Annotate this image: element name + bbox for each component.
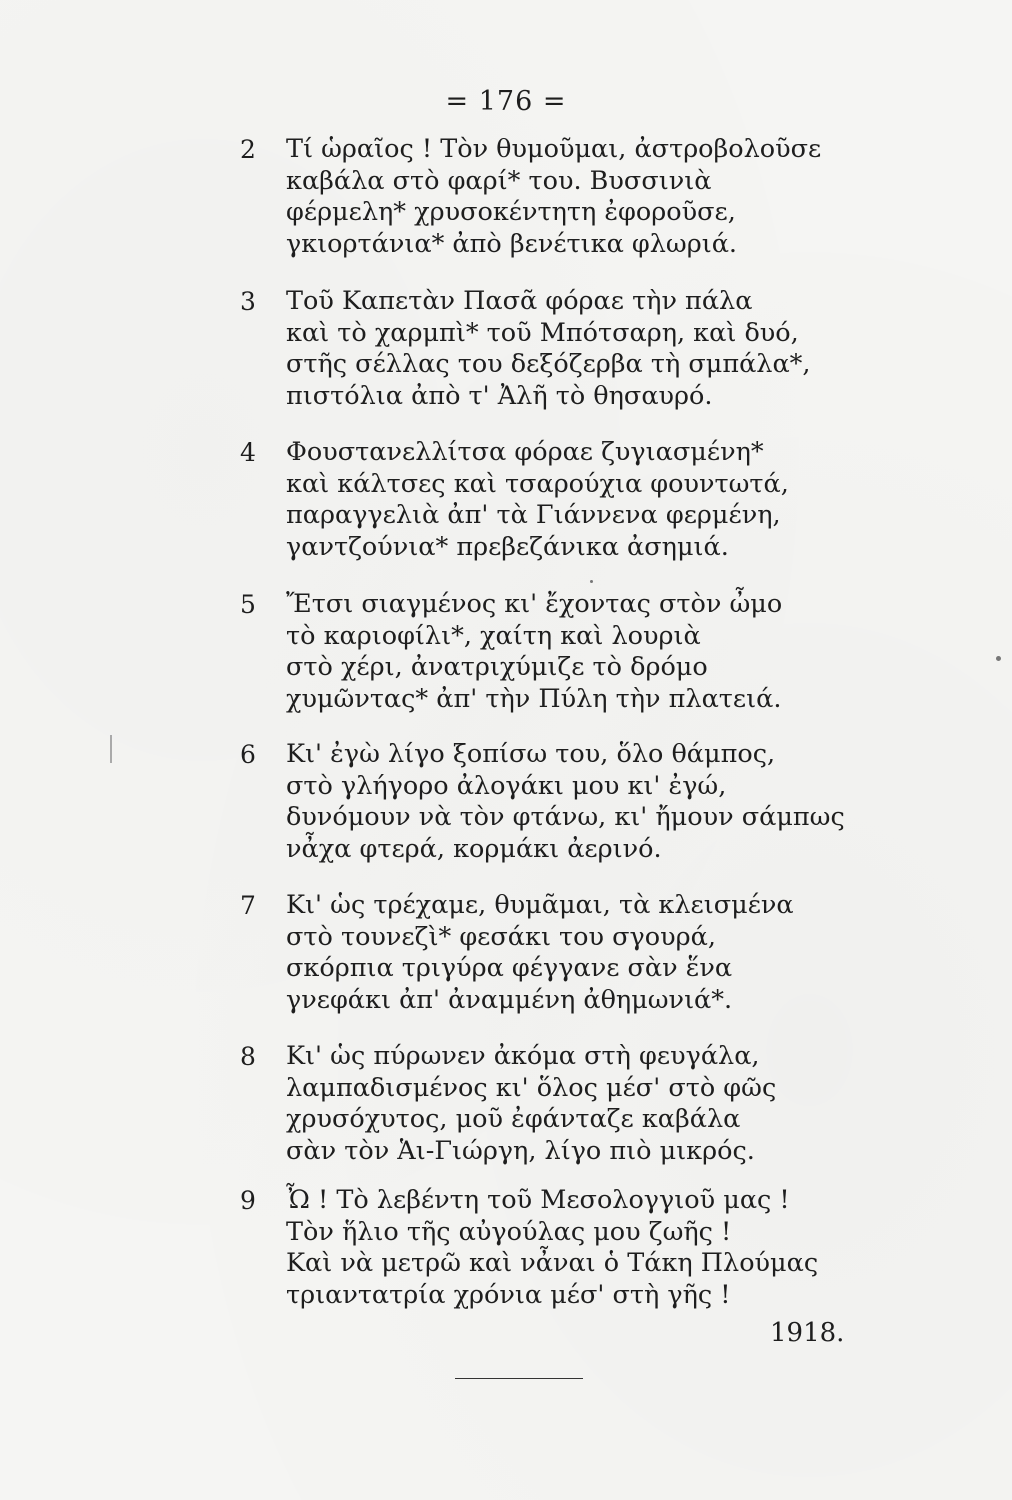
stanza-lines: [286, 1185, 846, 1311]
verse-line: χρυσόχυτος, μοῦ ἐφάνταζε καβάλα: [286, 1104, 741, 1134]
stanza-number: 5: [240, 590, 256, 619]
verse-line: Κι' ἐγὼ λίγο ξοπίσω του, ὅλο θάμπος,: [286, 739, 776, 769]
verse-line: γαντζούνια* πρεβεζάνικα ἀσημιά.: [286, 531, 729, 562]
scan-artifact: [996, 656, 1001, 661]
verse-line: σὰν τὸν Ἁι-Γιώργη, λίγο πιὸ μικρός.: [286, 1135, 755, 1166]
stanza-lines: [286, 1041, 846, 1167]
stanza-number: 4: [240, 438, 256, 467]
verse-line: Τοῦ Καπετὰν Πασᾶ φόραε τὴν πάλα: [286, 286, 753, 316]
verse-line: καὶ τὸ χαρμπὶ* τοῦ Μπότσαρη, καὶ δυό,: [286, 317, 799, 348]
verse-line: φέρμελη* χρυσοκέντητη ἐφοροῦσε,: [286, 197, 736, 227]
stanza-lines: [286, 890, 846, 1016]
verse-line: πιστόλια ἀπὸ τ' Ἀλῆ τὸ θησαυρό.: [286, 380, 713, 411]
verse-line: Ὦ ! Τὸ λεβέντη τοῦ Μεσολογγιοῦ μας !: [286, 1185, 790, 1215]
verse-line: γνεφάκι ἀπ' ἀναμμένη ἀθημωνιά*.: [286, 984, 733, 1015]
verse-line: στὸ γλήγορο ἀλογάκι μου κι' ἐγώ,: [286, 770, 727, 801]
stanza-number: 6: [240, 740, 256, 769]
verse-line: στῆς σέλλας του δεξόζερβα τὴ σμπάλα*,: [286, 349, 811, 379]
stanza-lines: [286, 286, 846, 412]
verse-line: παραγγελιὰ ἀπ' τὰ Γιάννενα φερμένη,: [286, 500, 781, 530]
closing-rule: [455, 1378, 583, 1379]
stanza-lines: [286, 134, 846, 260]
stanza-lines: [286, 437, 846, 563]
page-number-header: = 176 =: [445, 86, 567, 117]
stanza-number: 7: [240, 891, 256, 920]
verse-line: Τί ὡραῖος ! Τὸν θυμοῦμαι, ἀστροβολοῦσε: [286, 134, 822, 164]
verse-line: καβάλα στὸ φαρί* του. Βυσσινιὰ: [286, 165, 712, 196]
stanza-lines: [286, 589, 846, 715]
verse-line: χυμῶντας* ἀπ' τὴν Πύλη τὴν πλατειά.: [286, 683, 782, 714]
verse-line: δυνόμουν νὰ τὸν φτάνω, κι' ἤμουν σάμπως: [286, 802, 845, 832]
verse-line: Κι' ὡς τρέχαμε, θυμᾶμαι, τὰ κλεισμένα: [286, 890, 794, 920]
verse-line: τὸ καριοφίλι*, χαίτη καὶ λουριὰ: [286, 620, 701, 651]
stanza-number: 9: [240, 1186, 256, 1215]
verse-line: λαμπαδισμένος κι' ὅλος μέσ' στὸ φῶς: [286, 1072, 777, 1103]
stanza-number: 3: [240, 287, 256, 316]
verse-line: τριαντατρία χρόνια μέσ' στὴ γῆς !: [286, 1279, 731, 1310]
verse-line: Κι' ὡς πύρωνεν ἀκόμα στὴ φευγάλα,: [286, 1041, 760, 1071]
verse-line: γκιορτάνια* ἀπὸ βενέτικα φλωριά.: [286, 228, 738, 259]
verse-line: σκόρπια τριγύρα φέγγανε σὰν ἕνα: [286, 953, 733, 983]
verse-line: Καὶ νὰ μετρῶ καὶ νἆναι ὁ Τάκη Πλούμας: [286, 1248, 819, 1278]
date-signature: 1918.: [770, 1318, 845, 1348]
verse-line: Ἔτσι σιαγμένος κι' ἔχοντας στὸν ὦμο: [286, 589, 783, 619]
scan-artifact: [110, 735, 112, 763]
verse-line: νἆχα φτερά, κορμάκι ἀερινό.: [286, 833, 662, 864]
verse-line: στὸ τουνεζὶ* φεσάκι του σγουρά,: [286, 921, 716, 952]
verse-line: στὸ χέρι, ἀνατριχύμιζε τὸ δρόμο: [286, 652, 708, 682]
stanza-number: 8: [240, 1042, 256, 1071]
verse-line: Φουστανελλίτσα φόραε ζυγιασμένη*: [286, 437, 764, 467]
scan-artifact: [590, 580, 593, 583]
verse-line: καὶ κάλτσες καὶ τσαρούχια φουντωτά,: [286, 468, 789, 499]
stanza-lines: [286, 739, 846, 865]
verse-line: Τὸν ἥλιο τῆς αὐγούλας μου ζωῆς !: [286, 1216, 732, 1247]
stanza-number: 2: [240, 135, 256, 164]
